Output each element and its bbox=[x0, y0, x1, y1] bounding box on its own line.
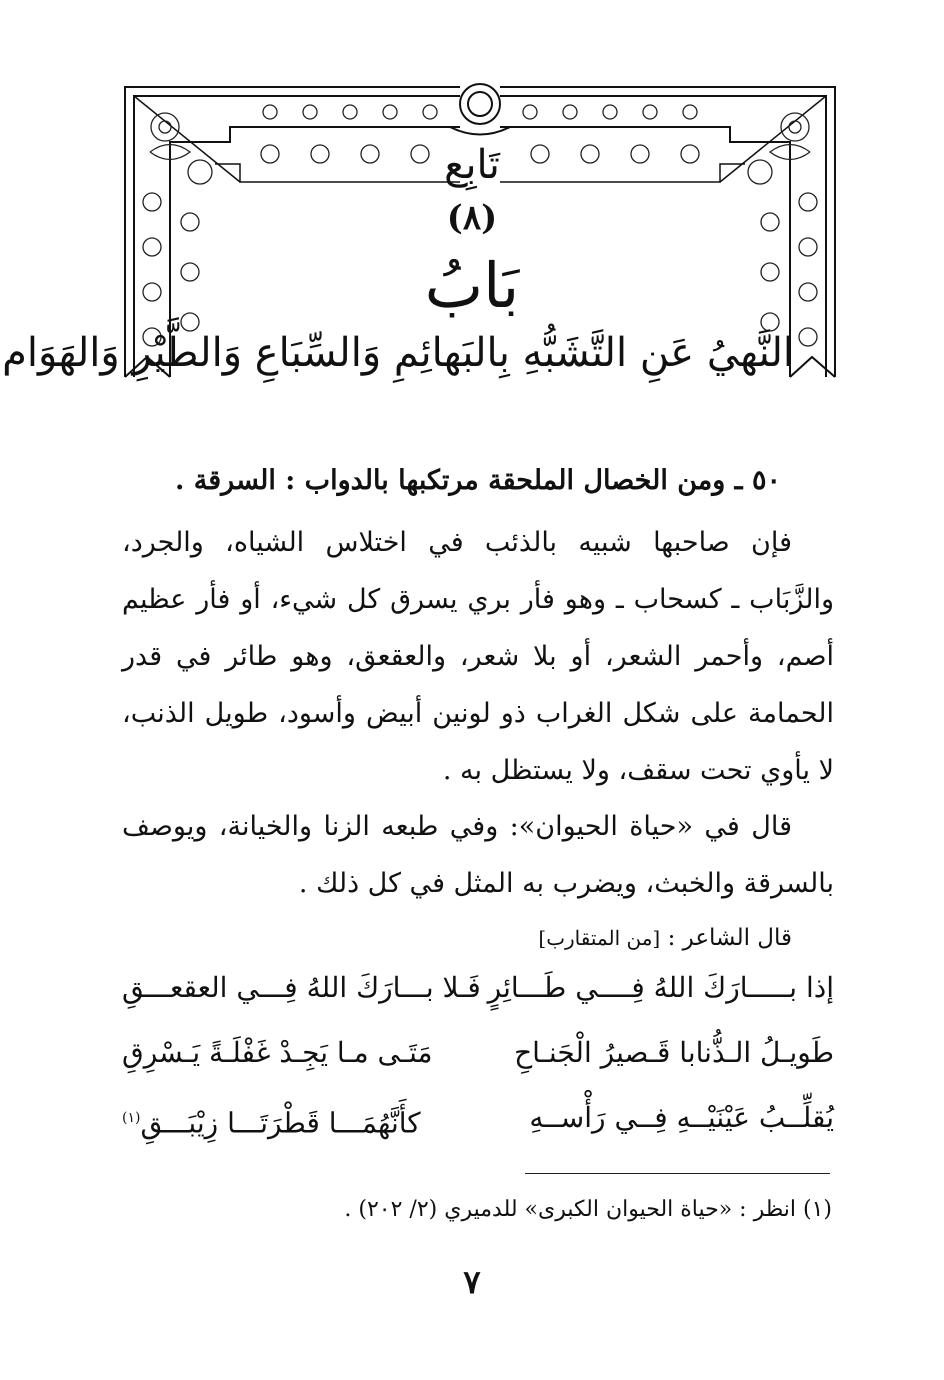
verse-2-second-half: مَتَـى مـا يَجِـدْ غَفْلَـةً يَـسْرِقِ bbox=[122, 1036, 433, 1069]
poet-intro bbox=[122, 910, 834, 967]
chapter-subtitle: النَّهيُ عَنِ التَّشَبُّهِ بِالبَهائِمِ وَالسِّبَاعِ وَالطَّيْرِ وَالهَوَام bbox=[2, 330, 794, 376]
section-heading: ٥٠ ـ ومن الخصال الملحقة مرتكبها بالدواب : السرقة . bbox=[175, 465, 781, 496]
chapter-number: (٨) bbox=[446, 198, 498, 238]
verse-3-second-half-text: كأَنَّهُمَـــا قَطْرَتَـــا زِيْبَـــقِ bbox=[140, 1106, 421, 1140]
verse-1-first-half: إذا بـــــارَكَ اللهُ فِــــي طَـــائِرٍ bbox=[487, 971, 834, 1004]
paragraph-2: قال في «حياة الحيوان»: وفي طبعه الزنا والخيانة، ويوصف بالسرقة والخبث، ويضرب به المثل في كل ذلك . bbox=[122, 811, 834, 899]
chapter-title: بَابُ bbox=[424, 249, 520, 322]
poet-label: قال الشاعر : bbox=[667, 925, 792, 951]
footnote: (١) انظر : «حياة الحيوان الكبرى» للدميري (٢/ ٢٠٢) . bbox=[344, 1197, 832, 1222]
verse-1-second-half: فَـلا بـــارَكَ اللهُ فِـــي العقعـــقِ bbox=[122, 971, 481, 1004]
continuation-label: تَابِع bbox=[444, 142, 500, 188]
verse-2-first-half: طَويـلُ الـذُّنابا قَـصيرُ الْجَنـاحِ bbox=[514, 1036, 834, 1069]
footnote-marker[interactable]: (١) bbox=[122, 1110, 141, 1126]
verse-3-first-half: يُقلِّــبُ عَيْنَيْــهِ فِــي رَأْســهِ bbox=[529, 1101, 834, 1134]
page-number: ٧ bbox=[463, 1263, 481, 1301]
verse-3-second-half bbox=[122, 1098, 421, 1143]
poem-meter: [من المتقارب] bbox=[538, 926, 661, 950]
footnote-divider bbox=[525, 1173, 830, 1174]
paragraph-1: فإن صاحبها شبيه بالذئب في اختلاس الشياه، والجرد، والزَّبَاب ـ كسحاب ـ وهو فأر بري يسرق كل شيء، أو فأر عظيم أصم، وأحمر الشعر، أو بلا شعر، والعقعق، وهو طائر في قدر الحمامة على شكل الغراب ذو لونين أبيض وأسود، طويل الذنب، لا يأوي تحت سقف، ولا يستظل به . bbox=[122, 527, 834, 786]
